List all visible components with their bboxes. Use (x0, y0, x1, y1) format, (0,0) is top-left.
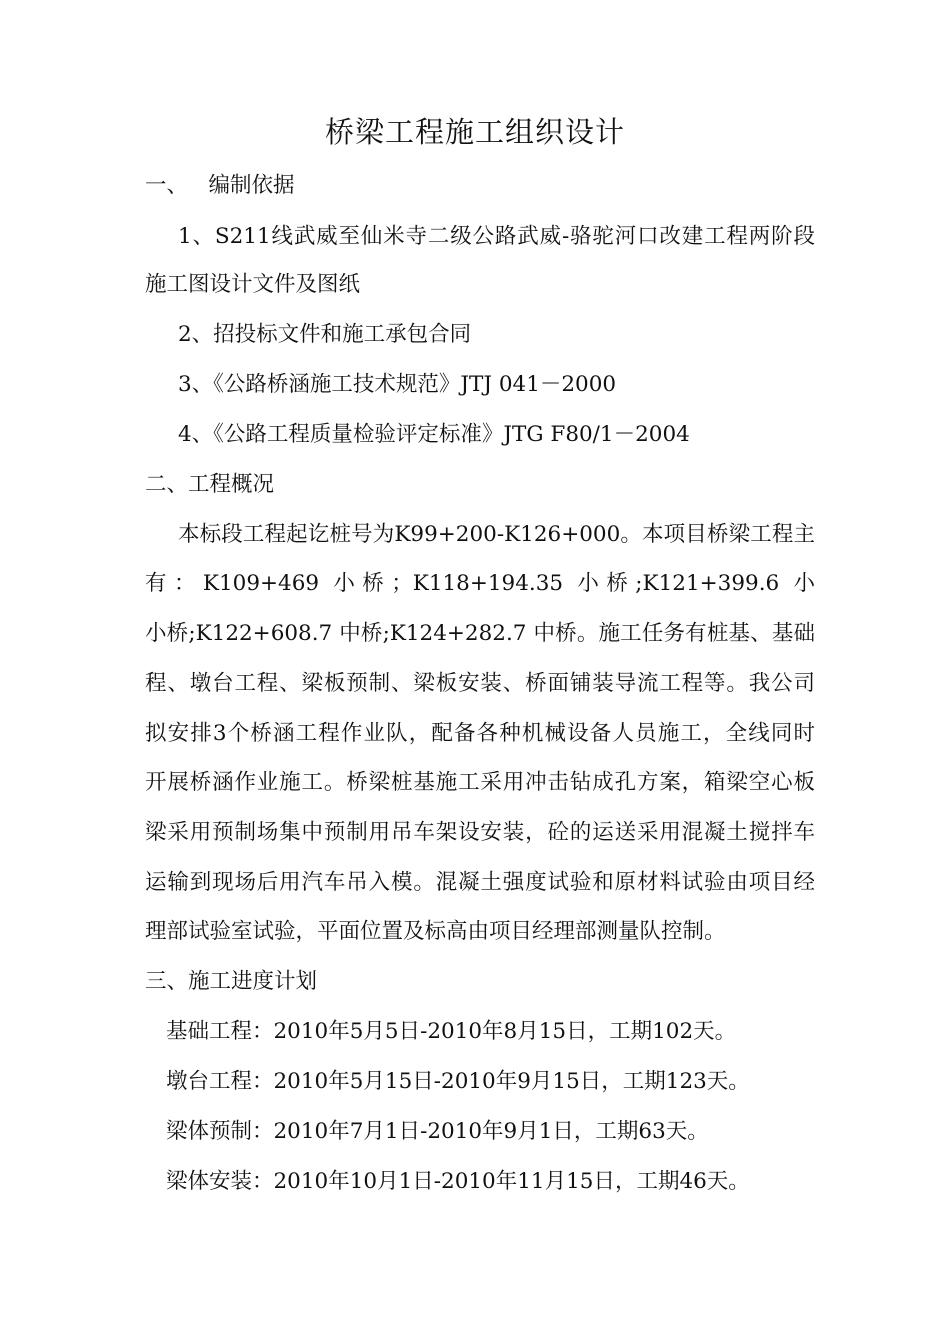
basis-item-4: 4、《公路工程质量检验评定标准》JTG F80/1－2004 (178, 422, 690, 447)
schedule-item-piers: 墩台工程：2010年5月15日-2010年9月15日，工期123天。 (166, 1069, 750, 1094)
document-title: 桥梁工程施工组织设计 (324, 115, 625, 149)
overview-line: 小桥;K122+608.7 中桥;K124+282.7 中桥。施工任务有桩基、基础 (145, 621, 815, 646)
overview-line: 有：K109+469 小桥；K118+194.35 小桥;K121+399.6 小 (145, 571, 815, 596)
overview-line: 运输到现场后用汽车吊入模。混凝土强度试验和原材料试验由项目经 (145, 870, 815, 895)
overview-line: 拟安排3个桥涵工程作业队，配备各种机械设备人员施工，全线同时 (145, 721, 815, 746)
schedule-item-foundation: 基础工程：2010年5月5日-2010年8月15日，工期102天。 (166, 1019, 737, 1044)
overview-line: 程、墩台工程、梁板预制、梁板安装、桥面铺装导流工程等。我公司 (145, 671, 815, 696)
section-heading-overview: 二、工程概况 (145, 472, 275, 497)
basis-item-1-line-1: 1、S211线武威至仙米寺二级公路武威-骆驼河口改建工程两阶段 (178, 224, 815, 249)
section-heading-schedule: 三、施工进度计划 (145, 969, 318, 994)
section-heading-basis: 一、 编制依据 (145, 173, 295, 198)
basis-item-3: 3、《公路桥涵施工技术规范》JTJ 041－2000 (178, 372, 617, 397)
overview-line: 本标段工程起讫桩号为K99+200-K126+000。本项目桥梁工程主 (178, 522, 815, 547)
schedule-item-precast: 梁体预制：2010年7月1日-2010年9月1日，工期63天。 (166, 1119, 709, 1144)
overview-line: 开展桥涵作业施工。桥梁桩基施工采用冲击钻成孔方案，箱梁空心板 (145, 770, 815, 795)
schedule-item-installation: 梁体安装：2010年10月1日-2010年11月15日，工期46天。 (166, 1169, 750, 1194)
overview-line: 梁采用预制场集中预制用吊车架设安装，砼的运送采用混凝土搅拌车 (145, 820, 815, 845)
basis-item-2: 2、招投标文件和施工承包合同 (178, 322, 472, 347)
basis-item-1-line-2: 施工图设计文件及图纸 (145, 272, 361, 297)
overview-line: 理部试验室试验，平面位置及标高由项目经理部测量队控制。 (145, 919, 726, 944)
